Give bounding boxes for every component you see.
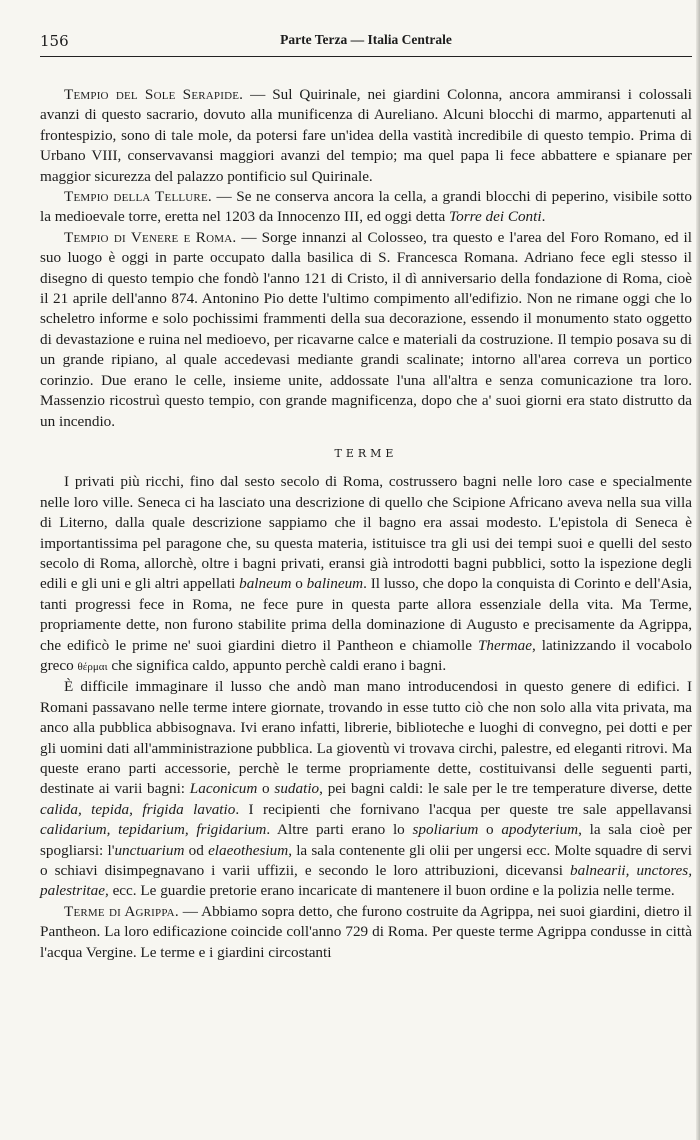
text-run: I privati più ricchi, fino dal sesto secolo di Roma, costrussero bagni nelle loro case e specialmente nelle loro ville. Seneca ci ha lasciato una descrizione di quello che Scipione Africano aveva nella sua villa di Literno, dalla quale descrizione sappiamo che il bagno era assai modesto. L'epistola di Seneca è importantissima pel paragone che, su questa materia, istituisce tra gli usi dei tempi suoi e quelli del sesto secolo di Roma, allorchè, oltre i bagni privati, eransi già introdotti bagni pubblici, sotto la ispezione degli edili e gli uni e gli altri appellati [40, 473, 692, 593]
entry-italic: Torre dei Conti [449, 208, 542, 226]
book-page [40, 32, 692, 963]
paragraph-privati [40, 472, 692, 677]
body-text [40, 85, 692, 963]
page-edge-shadow [696, 0, 700, 1140]
running-head [40, 32, 692, 54]
entry-heading: Terme di Agrippa. [64, 902, 179, 920]
entry-text: — Sul Quirinale, nei giardini Colonna, ancora ammiransi i colossali avanzi di questo sacrario, dovuto alla munificenza di Aureliano. Alcuni blocchi di marmo, appartenuti al frontespizio, sono di tale mole, da potersi fare un'idea della vastità incredibile di questo tempio. Prima di Urbano VIII, conservavansi maggiori avanzi del tempio; ma quel papa li fece abbattere e spianare per maggior sicurezza del palazzo pontificio sul Quirinale. [40, 86, 692, 185]
text-run: od [184, 841, 209, 859]
entry-tempio-sole-serapide [40, 85, 692, 187]
running-title: Parte Terza — Italia Centrale [280, 32, 452, 47]
text-run: , ecc. Le guardie pretorie erano incaricate di mantenere il buon ordine e la polizia nelle terme. [104, 882, 675, 900]
italic-term: balnearii, unctores, palestritae [40, 862, 692, 900]
text-run: o [291, 575, 307, 593]
entry-heading: Tempio di Venere e Roma. [64, 228, 237, 246]
text-run: , pei bagni caldi: le sale per le tre temperature diverse, dette [319, 780, 693, 798]
entry-heading: Tempio della Tellure. [64, 188, 212, 206]
italic-term: spoliarium [412, 821, 479, 839]
header-rule [40, 56, 692, 57]
paragraph-lusso [40, 677, 692, 901]
section-heading-terme: TERME [334, 446, 398, 460]
italic-term: elaeothesium [208, 841, 289, 859]
italic-term: balineum [306, 575, 364, 593]
text-run: o [257, 780, 275, 798]
text-run: . Altre parti erano lo [266, 821, 413, 839]
entry-heading: Tempio del Sole Serapide. [64, 86, 244, 103]
italic-term: balneum [239, 575, 292, 593]
italic-term: calidarium, tepidarium, frigidarium [40, 821, 267, 839]
text-run: , la sala cioè per spogliarsi: l' [40, 821, 692, 859]
entry-terme-agrippa [40, 902, 692, 963]
text-run: , latinizzando il vocabolo greco [40, 636, 692, 674]
entry-text: — Se ne conserva ancora la cella, a grandi blocchi di peperino, visibile sotto la medioevale torre, eretta nel 1203 da Innocenzo III, ed oggi detta [40, 188, 692, 226]
italic-term: Thermae [477, 636, 532, 654]
text-run: , la sala contenente gli olii per ungersi ecc. Molte squadre di servi o schiavi disimpegnavano i varii uffizii, e secondo le loro attribuzioni, dicevansi [40, 841, 692, 880]
italic-term: unctuarium [114, 841, 185, 859]
italic-term: calida, tepida, frigida lavatio [40, 800, 236, 818]
italic-term: sudatio [274, 780, 320, 798]
italic-term: apodyterium [501, 821, 579, 839]
italic-term: Laconicum [189, 780, 258, 798]
text-run: o [478, 821, 502, 839]
text-run: È difficile immaginare il lusso che andò man mano introducendosi in questo genere di edifici. I Romani passavano nelle terme intere giornate, trovando in esse tutto ciò che non solo alla vita privata, ma anco alla pubblica abbisognava. Ivi erano infatti, librerie, biblioteche e luoghi di convegno, pei dotti e per gli uomini dati all'amministrazione pubblica. La gioventù vi trovava circhi, palestre, ed eleganti ritrovi. Ma queste erano parti accessorie, perchè le terme propriamente dette, costituivansi delle seguenti parti, destinate ai varii bagni: [40, 678, 692, 798]
entry-tail: . [541, 208, 546, 226]
text-run: che significa caldo, appunto perchè caldi erano i bagni. [107, 656, 447, 674]
entry-tempio-tellure [40, 187, 692, 228]
entry-text: — Sorge innanzi al Colosseo, tra questo e l'area del Foro Romano, ed il suo luogo è oggi in parte occupato dalla basilica di S. Francesca Romana. Adriano fece egli stesso il disegno di questo tempio che fondò l'anno 121 di Cristo, il dì anniversario della fondazione di Roma, cioè il 21 aprile dell'anno 874. Antonino Pio dette l'ultimo compimento all'edifizio. Non ne rimane oggi che lo scheletro informe e solo pochissimi frammenti della sua decorazione, essendo il monumento stato oggetto di devastazione e ruina nel medioevo, per ricavarne calce e materiali da costruzione. Il tempio posava su di un grande ripiano, al quale accedevasi mediante grandi scalinate; intorno all'area correva un portico corinzio. Due erano le celle, insieme unite, addossate l'una all'altra e senza comunicazione tra loro. Massenzio ricostruì questo tempio, con grande magnificenza, dopo che a' suoi giorni era stato distrutto da un incendio. [40, 228, 692, 430]
entry-tempio-venere-roma [40, 228, 692, 432]
text-run: . I recipienti che fornivano l'acqua per queste tre sale appellavansi [235, 800, 692, 818]
entry-text: — Abbiamo sopra detto, che furono costruite da Agrippa, nei suoi giardini, dietro il Pantheon. La loro edificazione coincide coll'anno 729 di Roma. Per queste terme Agrippa condusse in città l'acqua Vergine. Le terme e i giardini circostanti [40, 902, 692, 961]
page-number: 156 [40, 32, 69, 50]
greek-word: θέρμαι [77, 660, 108, 673]
text-run: . Il lusso, che dopo la conquista di Corinto e dell'Asia, tanti progressi fece in Roma, ne fece pure in questa parte allora essenziale della vita. Ma Terme, propriamente dette, non furono stabilite prima della dominazione di Augusto e precisamente da Agrippa, che edificò le prime ne' suoi giardini dietro il Pantheon e chiamolle [40, 575, 692, 654]
